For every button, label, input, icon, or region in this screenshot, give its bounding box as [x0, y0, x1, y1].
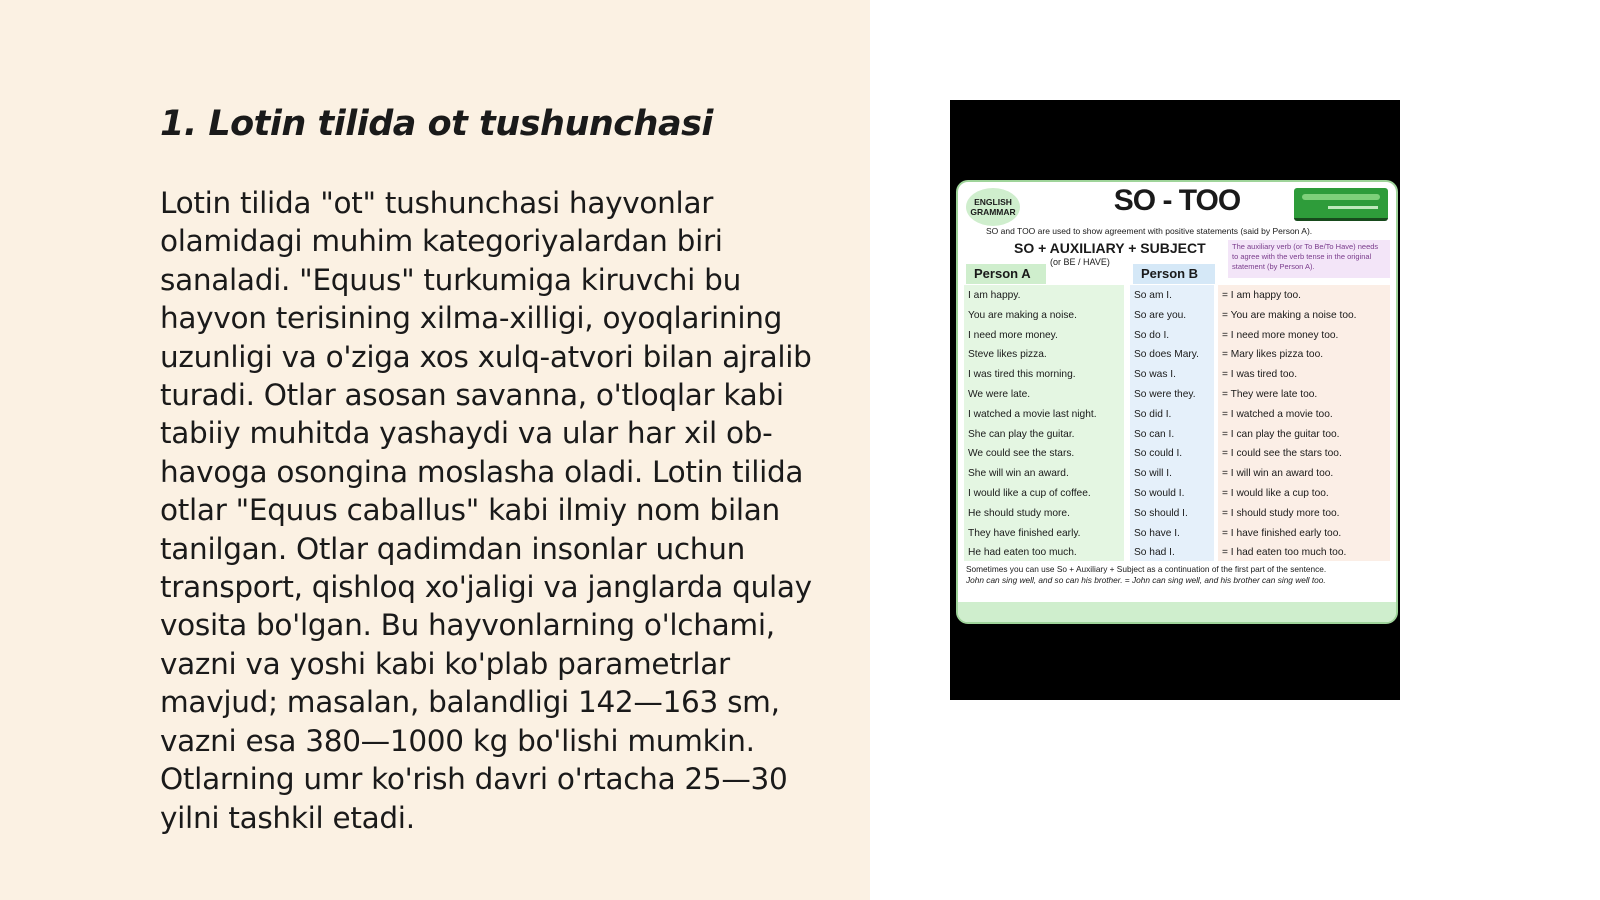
meaning-line: = I have finished early too.	[1222, 527, 1342, 539]
person-b-line: So have I.	[1134, 527, 1180, 539]
auxiliary-note: The auxiliary verb (or To Be/To Have) needs to agree with the verb tense in the original statement (by Person A).	[1228, 240, 1390, 278]
person-b-line: So was I.	[1134, 369, 1176, 381]
example-row	[958, 349, 1396, 369]
person-a-line: We were late.	[968, 388, 1031, 400]
footer-bar	[958, 602, 1396, 622]
person-b-line: So would I.	[1134, 487, 1185, 499]
meaning-line: = I am happy too.	[1222, 290, 1302, 301]
slide-image	[950, 100, 1400, 700]
so-too-infographic	[956, 180, 1398, 624]
meaning-line: = I could see the stars too.	[1222, 448, 1342, 460]
person-b-line: So were they.	[1134, 388, 1196, 400]
person-a-line: She will win an award.	[968, 468, 1069, 480]
example-row	[958, 330, 1396, 350]
person-a-line: We could see the stars.	[968, 448, 1075, 460]
person-a-line: He should study more.	[968, 507, 1070, 519]
meaning-line: = I watched a movie too.	[1222, 408, 1333, 420]
meaning-line: = I should study more too.	[1222, 507, 1340, 519]
english-grammar-badge: ENGLISH GRAMMAR	[966, 188, 1020, 226]
meaning-line: = Mary likes pizza too.	[1222, 349, 1324, 361]
person-b-line: So should I.	[1134, 507, 1188, 519]
footer-example: John can sing well, and so can his brother. = John can sing well, and his brother can sing well too.	[966, 575, 1326, 585]
infographic-subtitle: SO and TOO are used to show agreement with positive statements (said by Person A).	[986, 226, 1313, 236]
slide-title: 1. Lotin tilida ot tushunchasi	[160, 104, 713, 144]
example-row	[958, 528, 1396, 548]
person-a-line: They have finished early.	[968, 527, 1081, 539]
infographic-title: SO - TOO	[1113, 184, 1241, 217]
example-row	[958, 310, 1396, 330]
example-row	[958, 468, 1396, 488]
infographic-footer	[966, 564, 1390, 586]
meaning-line: = I was tired too.	[1222, 369, 1298, 381]
example-row	[958, 488, 1396, 508]
meaning-line: = I need more money too.	[1222, 329, 1339, 341]
example-rows	[958, 290, 1396, 567]
example-row	[958, 429, 1396, 449]
meaning-line: = They were late too.	[1222, 388, 1318, 400]
person-b-line: So had I.	[1134, 547, 1175, 559]
grammar-formula-note: (or BE / HAVE)	[1050, 257, 1110, 267]
person-a-line: She can play the guitar.	[968, 428, 1075, 440]
person-a-line: I watched a movie last night.	[968, 408, 1097, 420]
brand-logo-icon	[1294, 188, 1388, 221]
person-a-line: You are making a noise.	[968, 309, 1077, 321]
meaning-line: = You are making a noise too.	[1222, 309, 1357, 321]
person-a-line: I was tired this morning.	[968, 369, 1076, 381]
example-row	[958, 369, 1396, 389]
person-a-line: I would like a cup of coffee.	[968, 487, 1091, 499]
person-a-line: He had eaten too much.	[968, 547, 1077, 559]
person-b-line: So are you.	[1134, 309, 1187, 321]
person-b-line: So can I.	[1134, 428, 1175, 440]
person-b-line: So does Mary.	[1134, 349, 1199, 361]
meaning-line: = I would like a cup too.	[1222, 487, 1329, 499]
person-b-line: So will I.	[1134, 468, 1172, 480]
person-b-line: So am I.	[1134, 290, 1172, 301]
person-a-line: I am happy.	[968, 290, 1021, 301]
meaning-line: = I will win an award too.	[1222, 468, 1334, 480]
person-b-line: So do I.	[1134, 329, 1170, 341]
example-row	[958, 448, 1396, 468]
person-a-header: Person A	[966, 264, 1046, 284]
grammar-formula: SO + AUXILIARY + SUBJECT	[1014, 240, 1206, 256]
example-row	[958, 508, 1396, 528]
person-a-line: I need more money.	[968, 329, 1058, 341]
person-b-line: So did I.	[1134, 408, 1172, 420]
example-row	[958, 290, 1396, 310]
meaning-line: = I can play the guitar too.	[1222, 428, 1340, 440]
footer-rule: Sometimes you can use So + Auxiliary + Subject as a continuation of the first part of the sentence.	[966, 564, 1327, 574]
slide-body-text: Lotin tilida "ot" tushunchasi hayvonlar olamidagi muhim kategoriyalardan biri sanaladi. "Equus" turkumiga kiruvchi bu hayvon terisining xilma-xilligi, oyoqlarining uzunligi va o'ziga xos xulq-atvori bilan ajralib turadi. Otlar asosan savanna, o'tloqlar kabi tabiiy muhitda yashaydi va ular har xil ob-havoga osongina moslasha oladi. Lotin tilida otlar "Equus caballus" kabi ilmiy nom bilan tanilgan. Otlar qadimdan insonlar uchun transport, qishloq xo'jaligi va janglarda qulay vosita bo'lgan. Bu hayvonlarning o'lchami, vazni va yoshi kabi ko'plab parametrlar mavjud; masalan, balandligi 142—163 sm, vazni esa 380—1000 kg bo'lishi mumkin. Otlarning umr ko'rish davri o'rtacha 25—30 yilni tashkil etadi.	[160, 186, 812, 835]
person-b-line: So could I.	[1134, 448, 1183, 460]
person-a-line: Steve likes pizza.	[968, 349, 1047, 361]
example-row	[958, 409, 1396, 429]
example-row	[958, 389, 1396, 409]
meaning-line: = I had eaten too much too.	[1222, 547, 1347, 559]
person-b-header: Person B	[1133, 264, 1215, 284]
